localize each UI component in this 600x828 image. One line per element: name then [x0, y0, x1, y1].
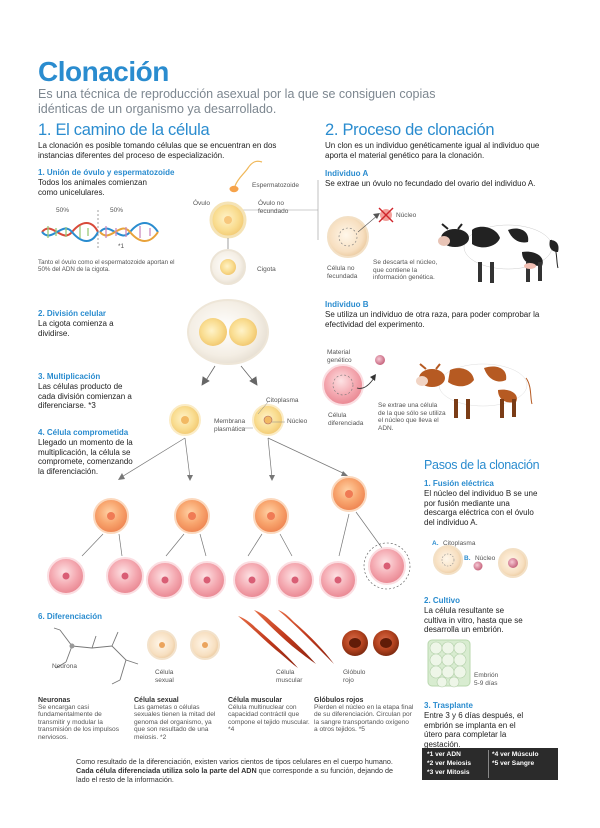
fusion-title: 1. Fusión eléctrica [424, 479, 494, 488]
step1-title: 1. Unión de óvulo y espermatozoide [38, 168, 175, 177]
label-material-genetico: Material genético [327, 349, 352, 364]
desc-sexual-title: Célula sexual [134, 697, 179, 704]
cultivo-text: La célula resultante se cultiva in vitro, hasta que se desarrolla un embrión. [424, 606, 523, 634]
step2-title: 2. División celular [38, 309, 107, 318]
desc-neuronas-text: Se encargan casi fundamentalmente de transmitir y modular la transmisión de los impulsos nerviosos. [38, 704, 119, 741]
cow-a-icon [438, 224, 559, 283]
desc-sexual [134, 697, 222, 741]
fusion-label-b-letter: B. [464, 555, 471, 562]
fusion-label-a-text: Citoplasma [442, 540, 476, 547]
closing-note [76, 757, 401, 784]
red-blood-cell-icon [342, 630, 399, 656]
egg-cell-a [328, 217, 368, 257]
fusion-label-a-letter: A. [432, 540, 439, 547]
differentiating-cells [48, 543, 410, 598]
fusion-label-b [464, 547, 495, 565]
pasos-title: Pasos de la clonación [424, 458, 540, 472]
legend-item-sangre: *5 ver Sangre [492, 760, 535, 767]
legend-divider [488, 750, 489, 778]
reference-legend [422, 748, 558, 780]
label-extrae-celula: Se extrae una célula de la que sólo se utiliza el núcleo que lleva el ADN. [378, 402, 446, 432]
section2-title: 2. Proceso de clonación [325, 121, 495, 139]
individuo-b-text: Se utiliza un individuo de otra raza, para poder comprobar la efectividad del experimento. [325, 310, 540, 329]
label-celula-diferenciada: Célula diferenciada [328, 412, 364, 427]
legend-item-adn: *1 ver ADN [427, 751, 461, 758]
step4-title: 4. Célula comprometida [38, 428, 129, 437]
section2-intro: Un clon es un individuo genéticamente igual al individuo que aporta el material genético para la clonación. [325, 141, 540, 160]
step6-title: 6. Diferenciación [38, 612, 103, 621]
fusion-label-b-text: Núcleo [474, 555, 496, 562]
closing-normal: Como resultado de la diferenciación, existen varios cientos de tipos celulares en el cuerpo humano. [76, 757, 393, 766]
step1-text: Todos los animales comienzan como unicelulares. [38, 178, 147, 197]
label-nucleo-s1: Núcleo [287, 418, 308, 425]
dna-helix-left-icon [42, 223, 98, 241]
desc-globulos-title: Glóbulos rojos [314, 697, 364, 704]
embryo-icon [428, 640, 470, 687]
page-subtitle: Es una técnica de reproducción asexual por la que se consiguen copias idénticas de un organismo ya desarrollado. [38, 87, 436, 116]
legend-item-meiosis: *2 ver Meiosis [427, 760, 471, 767]
closing-end: que corresponde a su función, dejando de lado el resto de la información. [76, 766, 393, 784]
differentiated-cell-b [323, 365, 363, 405]
step3-text: Las células producto de cada división comienzan a diferenciarse. *3 [38, 382, 132, 410]
desc-muscular-text: Célula multinuclear con capacidad contráctil que compone el tejido muscular. *4 [228, 704, 310, 734]
section1-title: 1. El camino de la célula [38, 121, 210, 139]
label-embrion: Embrión 5-9 días [474, 672, 499, 687]
legend-item-mitosis: *3 ver Mitosis [427, 769, 470, 776]
step2-text: La cigota comienza a dividirse. [38, 319, 114, 338]
trasplante-text: Entre 3 y 6 días después, el embrión se implanta en el útero para completar la gestación. [424, 711, 524, 749]
step4-text: Llegado un momento de la multiplicación, la célula se compromete, comenzando la diferenciación. [38, 438, 133, 476]
individuo-a-text: Se extrae un óvulo no fecundado del ovario del individuo A. [325, 179, 536, 188]
desc-sexual-text: Las gametas o células sexuales tienen la mitad del genoma del organismo, ya que son resultado de una meiosis. *2 [134, 704, 216, 741]
page-title: Clonación [38, 56, 169, 87]
desc-neuronas [38, 697, 128, 741]
label-neurona: Neurona [52, 663, 77, 670]
fusion-text: El núcleo del individuo B se une por fusión mediante una descarga eléctrica con el óvulo del individuo A. [424, 489, 538, 527]
cytoplasm-cell-a [434, 546, 462, 574]
trasplante-title: 3. Trasplante [424, 701, 473, 710]
dna-helix-right-icon [100, 223, 158, 241]
label-ovulo-no-fecundado: Óvulo no fecundado [258, 200, 289, 215]
cultivo-title: 2. Cultivo [424, 596, 461, 605]
label-celula-no-fecundada: Célula no fecundada [327, 265, 358, 280]
dna-pct-right: 50% [110, 207, 124, 214]
discarded-nucleus-icon [379, 208, 393, 222]
desc-globulos [314, 697, 414, 734]
desc-neuronas-title: Neuronas [38, 697, 71, 704]
step1-note: Tanto el óvulo como el espermatozoide aportan el 50% del ADN de la cigota. [38, 259, 175, 274]
footnote-ref-1: *1 [118, 243, 125, 250]
label-membrana: Membrana plasmática [214, 418, 246, 433]
step3-title: 3. Multiplicación [38, 372, 101, 381]
label-cigota: Cigota [257, 266, 276, 273]
label-nucleo-a: Núcleo [396, 212, 417, 219]
label-ovulo: Óvulo [193, 200, 210, 207]
label-globulo-rojo: Glóbulo rojo [343, 669, 366, 684]
individuo-b-title: Individuo B [325, 300, 369, 309]
label-espermatozoide: Espermatozoide [252, 182, 299, 189]
desc-muscular-title: Célula muscular [228, 697, 283, 704]
section1-intro: La clonación es posible tomando células que se encuentran en dos instancias diferentes del proceso de especialización. [38, 141, 277, 160]
desc-globulos-text: Pierden el núcleo en la etapa final de su diferenciación. Circulan por la sangre transportando oxígeno a otros tejidos. *5 [314, 704, 414, 734]
individuo-a-title: Individuo A [325, 169, 369, 178]
closing-bold: Cada célula diferenciada utiliza solo la parte del ADN [76, 766, 257, 775]
dna-pct-left: 50% [56, 207, 70, 214]
label-citoplasma: Citoplasma [266, 397, 299, 404]
label-celula-sexual: Célula sexual [155, 669, 174, 684]
label-descarta-nucleo: Se descarta el núcleo, que contiene la información genética. [373, 259, 438, 281]
label-celula-muscular: Célula muscular [276, 669, 303, 684]
neuron-icon [54, 628, 138, 684]
muscle-cell-icon [238, 610, 334, 668]
desc-muscular [228, 697, 312, 734]
committed-cells [94, 477, 366, 533]
genetic-material-icon [375, 355, 385, 365]
legend-item-musculo: *4 ver Músculo [492, 751, 539, 758]
